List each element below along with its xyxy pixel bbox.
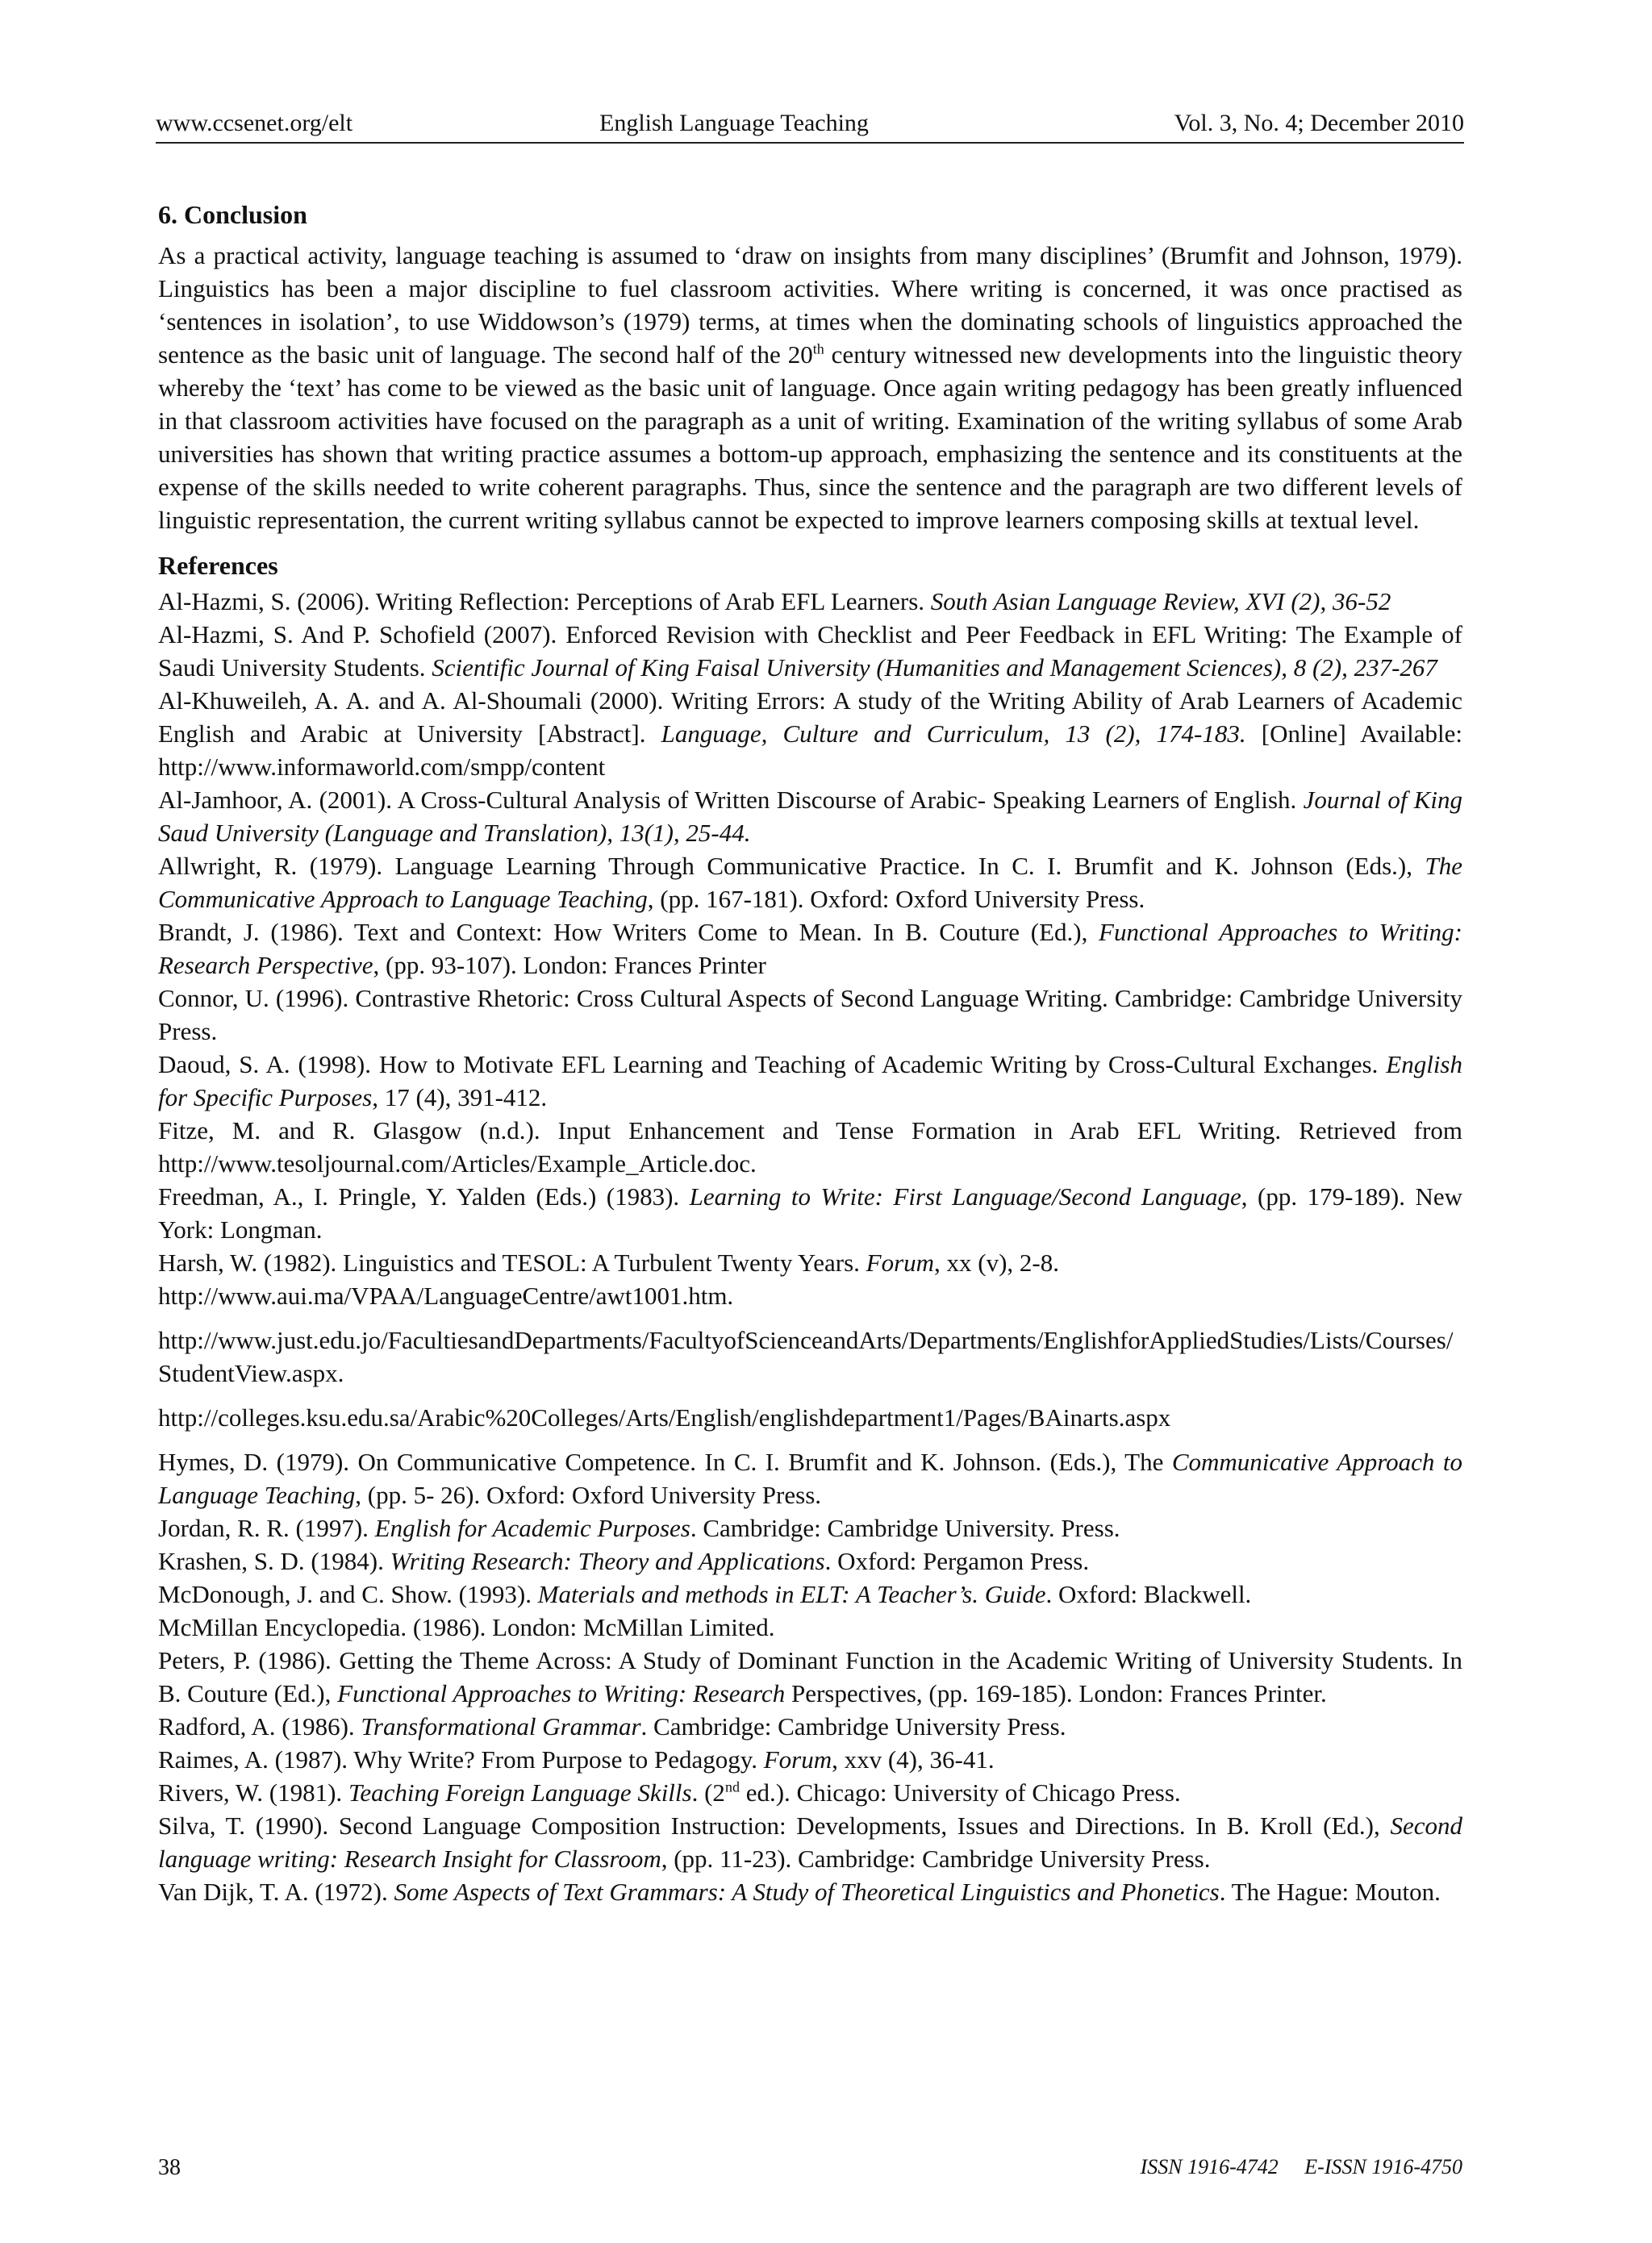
ref-italic: Writing Research: Theory and Applications: [390, 1547, 825, 1575]
ref-text: ed.). Chicago: University of Chicago Press.: [739, 1778, 1181, 1807]
reference-entry: [158, 1710, 1462, 1743]
ref-text: Harsh, W. (1982). Linguistics and TESOL: A Turbulent Twenty Years.: [158, 1249, 866, 1277]
ref-text: Radford, A. (1986).: [158, 1712, 361, 1741]
reference-entry: [158, 1743, 1462, 1776]
conclusion-text-part1: As a practical activity, language teaching is assumed to ‘draw on insights from many disciplines’ (Brumfit and Johnson, 1979). Linguistics has been a major discipline to fuel classroom activities. Where writing is concerned, it was once practised as ‘sentences in isolation’, to use Widdowson’s (1979) terms, at times when the dominating schools of linguistics approached the sentence as the basic unit of language. The second half of the 20: [158, 241, 1462, 369]
ref-italic: Functional Approaches to Writing: Research Perspective: [158, 918, 1462, 979]
ref-text: Peters, P. (1986). Getting the Theme Across: A Study of Dominant Function in the Academic Writing of University Students. In B. Couture (Ed.),: [158, 1646, 1462, 1707]
ref-text: . Cambridge: Cambridge University. Press.: [690, 1514, 1120, 1542]
reference-entry: [158, 1246, 1462, 1279]
reference-entry: [158, 1511, 1462, 1545]
reference-entry: [158, 783, 1462, 849]
ref-text: . (2: [691, 1778, 725, 1807]
ref-text: http://www.just.edu.jo/FacultiesandDepartments/FacultyofScienceandArts/Departments/EnglishforAppliedStudies/Lists/Courses/StudentView.aspx.: [158, 1326, 1454, 1387]
ref-text: Van Dijk, T. A. (1972).: [158, 1878, 394, 1906]
ref-text: McMillan Encyclopedia. (1986). London: McMillan Limited.: [158, 1613, 775, 1641]
ref-text: , (pp. 5- 26). Oxford: Oxford University Press.: [355, 1481, 822, 1509]
reference-entry: [158, 585, 1462, 618]
ref-text: Daoud, S. A. (1998). How to Motivate EFL Learning and Teaching of Academic Writing by Cross-Cultural Exchanges.: [158, 1050, 1387, 1078]
reference-entry: [158, 1875, 1462, 1908]
ref-italic: Teaching Foreign Language Skills: [348, 1778, 692, 1807]
ref-text: Rivers, W. (1981).: [158, 1778, 348, 1807]
reference-entry: [158, 1180, 1462, 1246]
ref-text: [Online] Available: http://www.informaworld.com/smpp/content: [158, 719, 1462, 781]
reference-entry: [158, 849, 1462, 915]
ref-text: , 17 (4), 391-412.: [372, 1083, 548, 1111]
header-journal-title: English Language Teaching: [599, 110, 869, 136]
ref-text: Silva, T. (1990). Second Language Composition Instruction: Developments, Issues and Directions. In B. Kroll (Ed.),: [158, 1811, 1391, 1840]
ref-italic: Transformational Grammar: [361, 1712, 641, 1741]
issn-label: ISSN 1916-4742 E-ISSN 1916-4750: [1140, 2155, 1462, 2178]
ref-italic: Communicative Approach to Language Teaching: [158, 1448, 1463, 1509]
ref-text: . Cambridge: Cambridge University Press.: [640, 1712, 1066, 1741]
references-heading: References: [158, 551, 278, 580]
ref-text: Al-Jamhoor, A. (2001). A Cross-Cultural Analysis of Written Discourse of Arabic- Speaking Learners of English.: [158, 786, 1304, 814]
reference-entry: [158, 1644, 1462, 1710]
reference-url: [158, 1279, 1462, 1312]
reference-entry: [158, 982, 1462, 1048]
reference-url: [158, 1401, 1462, 1434]
header-website: www.ccsenet.org/elt: [156, 110, 353, 136]
header-volume: Vol. 3, No. 4; December 2010: [1174, 110, 1464, 136]
ref-text: Al-Hazmi, S. And P. Schofield (2007). Enforced Revision with Checklist and Peer Feedback in EFL Writing: The Example of Saudi University Students.: [158, 620, 1462, 682]
ref-text: http://www.aui.ma/VPAA/LanguageCentre/awt1001.htm.: [158, 1282, 734, 1310]
ref-text: Jordan, R. R. (1997).: [158, 1514, 375, 1542]
reference-entry: [158, 1578, 1462, 1611]
ref-text: Fitze, M. and R. Glasgow (n.d.). Input Enhancement and Tense Formation in Arab EFL Writing. Retrieved from http://www.tesoljournal.com/Articles/Example_Article.doc.: [158, 1116, 1462, 1178]
ref-text: . The Hague: Mouton.: [1219, 1878, 1441, 1906]
ref-italic: Journal of King Saud University (Language and Translation), 13(1), 25-44.: [158, 786, 1463, 847]
ref-text: , xxv (4), 36-41.: [832, 1745, 995, 1774]
ref-text: http://colleges.ksu.edu.sa/Arabic%20Colleges/Arts/English/englishdepartment1/Pages/BAinarts.aspx: [158, 1403, 1171, 1432]
ref-text: Freedman, A., I. Pringle, Y. Yalden (Eds.) (1983).: [158, 1182, 690, 1211]
conclusion-text-part2: century witnessed new developments into the linguistic theory whereby the ‘text’ has come to be viewed as the basic unit of language. Once again writing pedagogy has been greatly influenced in that classroom activities have focused on the paragraph as a unit of writing. Examination of the writing syllabus of some Arab universities has shown that writing practice assumes a bottom-up approach, emphasizing the sentence and its constituents at the expense of the skills needed to write coherent paragraphs. Thus, since the sentence and the paragraph are two different levels of linguistic representation, the current writing syllabus cannot be expected to improve learners composing skills at textual level.: [158, 340, 1462, 534]
ref-italic: Second language writing: Research Insight for Classroom: [158, 1811, 1462, 1873]
ref-italic: Functional Approaches to Writing: Research: [337, 1679, 786, 1707]
ref-text: Brandt, J. (1986). Text and Context: How Writers Come to Mean. In B. Couture (Ed.),: [158, 918, 1099, 946]
reference-entry: [158, 1114, 1462, 1180]
reference-url: [158, 1324, 1462, 1390]
ref-text: Connor, U. (1996). Contrastive Rhetoric: Cross Cultural Aspects of Second Language Writing. Cambridge: Cambridge University Press.: [158, 984, 1462, 1045]
reference-entry: [158, 1776, 1462, 1809]
page-footer: [158, 2155, 1462, 2187]
ref-italic: Learning to Write: First Language/Second Language: [689, 1182, 1241, 1211]
ref-italic: South Asian Language Review, XVI (2), 36-52: [930, 587, 1391, 615]
reference-entry: [158, 618, 1462, 684]
running-header: [156, 108, 1464, 144]
main-content: [158, 198, 1462, 1908]
ref-text: , (pp. 179-189). New York: Longman.: [158, 1182, 1462, 1244]
reference-entry: [158, 684, 1462, 783]
ref-text: , (pp. 167-181). Oxford: Oxford University Press.: [647, 885, 1145, 913]
ref-text: Hymes, D. (1979). On Communicative Competence. In C. I. Brumfit and K. Johnson. (Eds.), The: [158, 1448, 1172, 1476]
ref-text: . Oxford: Pergamon Press.: [824, 1547, 1090, 1575]
reference-entry: [158, 1048, 1462, 1114]
ref-italic: Forum: [866, 1249, 935, 1277]
page-number: 38: [158, 2155, 181, 2180]
ref-text: Allwright, R. (1979). Language Learning Through Communicative Practice. In C. I. Brumfit and K. Johnson (Eds.),: [158, 852, 1425, 880]
ref-italic: Language, Culture and Curriculum, 13 (2), 174-183.: [661, 719, 1246, 748]
ref-text: Al-Hazmi, S. (2006). Writing Reflection: Perceptions of Arab EFL Learners.: [158, 587, 931, 615]
reference-entry: [158, 1611, 1462, 1644]
ref-text: Krashen, S. D. (1984).: [158, 1547, 390, 1575]
ref-italic: Some Aspects of Text Grammars: A Study of Theoretical Linguistics and Phonetics: [394, 1878, 1220, 1906]
ref-italic: English for Specific Purposes: [158, 1050, 1462, 1111]
ref-text: McDonough, J. and C. Show. (1993).: [158, 1580, 538, 1608]
ref-text: Al-Khuweileh, A. A. and A. Al-Shoumali (2000). Writing Errors: A study of the Writing Ability of Arab Learners of Academic English and Arabic at University [Abstract].: [158, 686, 1462, 748]
ref-italic: Forum: [763, 1745, 832, 1774]
reference-entry: [158, 1545, 1462, 1578]
ref-text: Raimes, A. (1987). Why Write? From Purpose to Pedagogy.: [158, 1745, 764, 1774]
ref-text: , xx (v), 2-8.: [934, 1249, 1060, 1277]
conclusion-heading: 6. Conclusion: [158, 200, 307, 229]
ref-italic: Scientific Journal of King Faisal University (Humanities and Management Sciences), 8 (2), 237-267: [432, 653, 1437, 682]
ref-text: , (pp. 11-23). Cambridge: Cambridge University Press.: [661, 1845, 1211, 1873]
reference-entry: [158, 1445, 1462, 1511]
reference-entry: [158, 915, 1462, 982]
ref-text: Perspectives, (pp. 169-185). London: Frances Printer.: [785, 1679, 1327, 1707]
ref-text: . Oxford: Blackwell.: [1045, 1580, 1252, 1608]
superscript: th: [812, 340, 824, 357]
reference-entry: [158, 1809, 1462, 1875]
ref-italic: Materials and methods in ELT: A Teacher’s. Guide: [537, 1580, 1046, 1608]
ref-text: , (pp. 93-107). London: Frances Printer: [373, 951, 766, 979]
superscript: nd: [724, 1778, 740, 1795]
ref-italic: The Communicative Approach to Language Teaching: [158, 852, 1462, 913]
conclusion-paragraph: [158, 239, 1462, 536]
ref-italic: English for Academic Purposes: [374, 1514, 690, 1542]
